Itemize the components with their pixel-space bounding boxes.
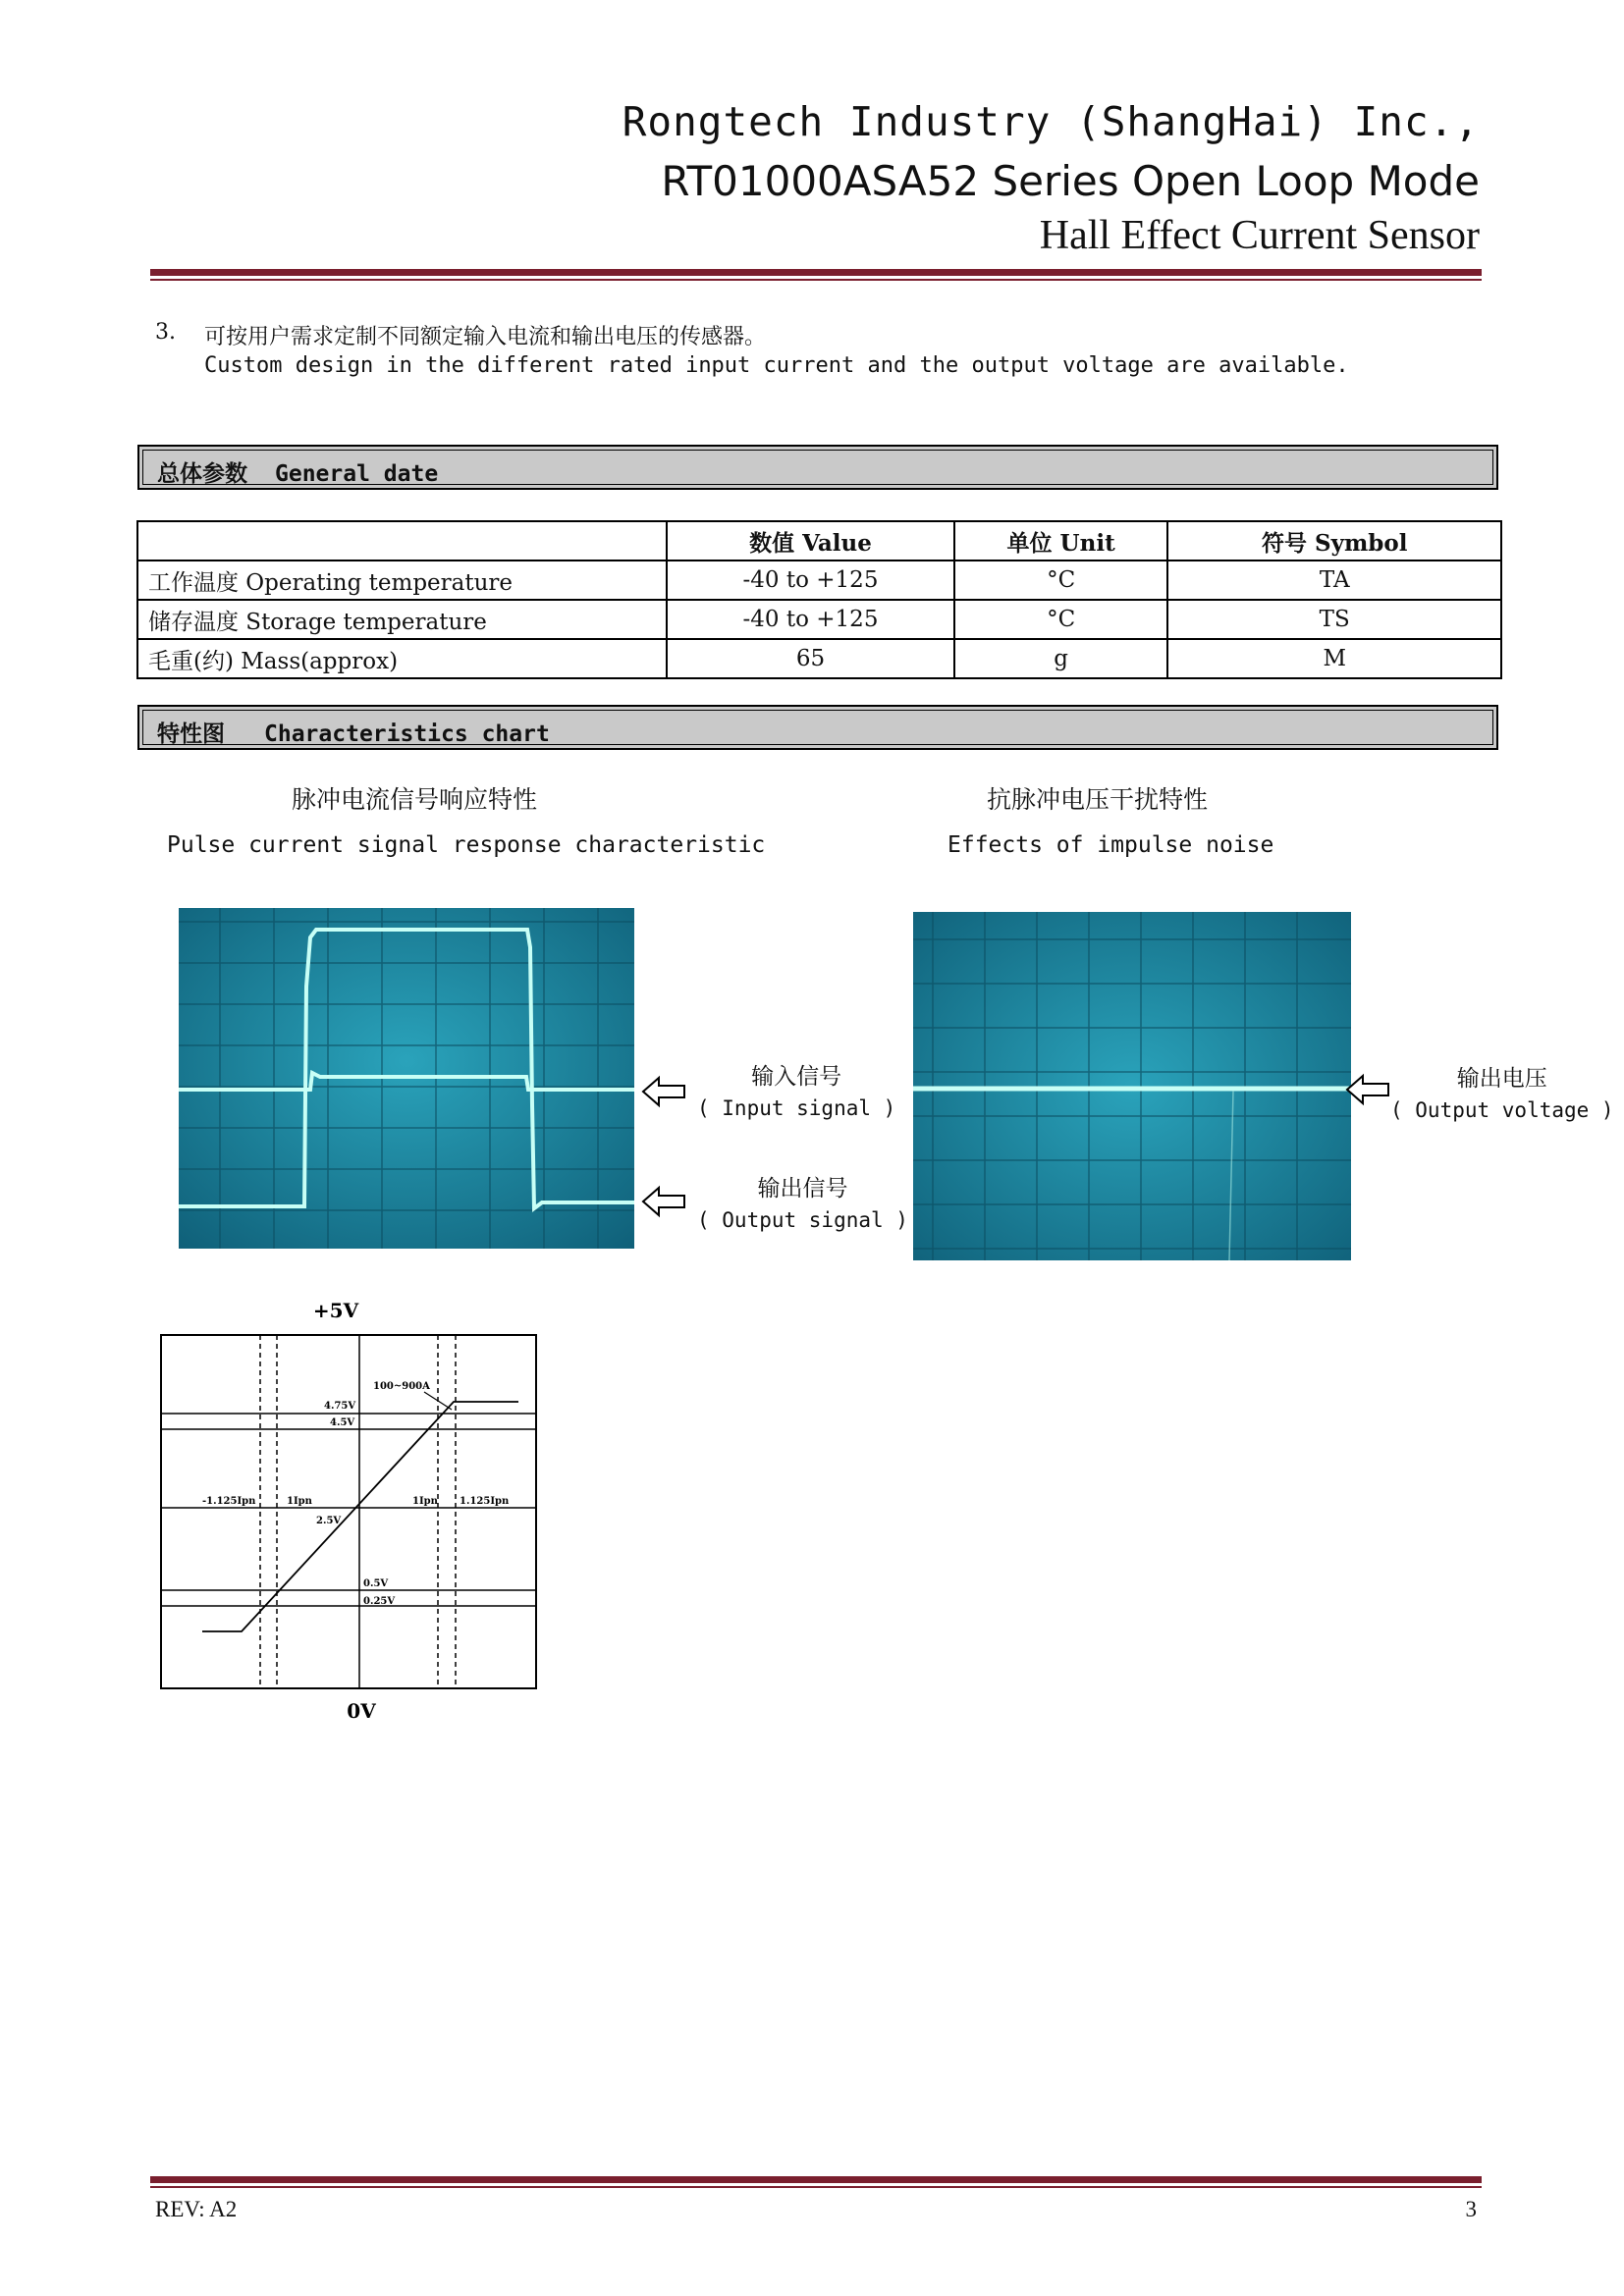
params-header-name <box>137 521 667 561</box>
label-2-5v: 2.5V <box>316 1516 342 1526</box>
param-unit: °C <box>954 600 1168 639</box>
footer-rule-thin <box>150 2186 1482 2188</box>
label-0v: 0V <box>347 1699 376 1723</box>
label-0-25v: 0.25V <box>363 1596 396 1607</box>
footer-rule-thick <box>150 2176 1482 2183</box>
right-figure-title-en: Effects of impulse noise <box>947 832 1274 858</box>
params-header-symbol: 符号 Symbol <box>1167 521 1501 561</box>
label-pos-1-125ipn: 1.125Ipn <box>460 1496 510 1507</box>
general-title-en: General date <box>275 461 439 487</box>
general-section-bar <box>137 445 1498 490</box>
output-signal-zh: 输出信号 <box>757 1176 848 1201</box>
table-row <box>137 639 1501 678</box>
param-symbol: TA <box>1167 561 1501 600</box>
param-value: 65 <box>667 639 954 678</box>
param-symbol: TS <box>1167 600 1501 639</box>
params-header-value: 数值 Value <box>667 521 954 561</box>
diagram-grid <box>161 1335 536 1688</box>
pulse-response-trace <box>179 908 634 1249</box>
label-pos-1ipn: 1Ipn <box>412 1496 438 1507</box>
left-figure-title-en: Pulse current signal response characteristic <box>167 832 766 858</box>
output-signal-label <box>697 1170 908 1232</box>
right-figure-title-zh: 抗脉冲电压干扰特性 <box>987 785 1209 814</box>
chart-section-title <box>157 716 550 748</box>
header-series: RT01000ASA52 Series Open Loop Mode <box>661 157 1480 205</box>
input-signal-zh: 输入信号 <box>751 1064 842 1090</box>
param-name: 储存温度 Storage temperature <box>137 600 667 639</box>
transfer-curve <box>202 1402 518 1631</box>
footer-revision: REV: A2 <box>155 2197 238 2221</box>
chart-title-zh: 特性图 <box>157 721 225 747</box>
label-4-5v: 4.5V <box>330 1417 355 1428</box>
output-voltage-zh: 输出电压 <box>1456 1066 1547 1092</box>
output-signal-arrow-icon <box>641 1185 686 1218</box>
header-rule-thin <box>150 279 1482 281</box>
output-voltage-label <box>1390 1060 1614 1122</box>
params-header-unit: 单位 Unit <box>954 521 1168 561</box>
param-value: -40 to +125 <box>667 600 954 639</box>
param-name: 毛重(约) Mass(approx) <box>137 639 667 678</box>
table-row <box>137 600 1501 639</box>
note-en: Custom design in the different rated input current and the output voltage are available. <box>204 353 1349 378</box>
params-header-row <box>137 521 1501 561</box>
general-title-zh: 总体参数 <box>157 460 247 487</box>
pulse-response-scope-image <box>179 908 634 1249</box>
transfer-characteristic-diagram <box>147 1296 560 1728</box>
footer-page-number: 3 <box>1465 2197 1477 2221</box>
impulse-noise-trace <box>913 912 1351 1260</box>
param-name: 工作温度 Operating temperature <box>137 561 667 600</box>
input-signal-arrow-icon <box>641 1075 686 1108</box>
params-table <box>136 520 1502 679</box>
input-signal-label <box>697 1058 895 1120</box>
header-company: Rongtech Industry (ShangHai) Inc., <box>622 98 1480 145</box>
output-voltage-en: ( Output voltage ) <box>1390 1098 1614 1122</box>
chart-section-bar <box>137 705 1498 750</box>
input-signal-en: ( Input signal ) <box>697 1096 896 1120</box>
diagram-frame <box>161 1335 536 1688</box>
param-symbol: M <box>1167 639 1501 678</box>
table-row <box>137 561 1501 600</box>
label-range: 100~900A <box>373 1381 430 1392</box>
param-unit: g <box>954 639 1168 678</box>
left-figure-title-zh: 脉冲电流信号响应特性 <box>292 785 538 814</box>
note-number: 3. <box>155 320 176 345</box>
note-zh: 可按用户需求定制不同额定输入电流和输出电压的传感器。 <box>204 325 767 349</box>
chart-title-en: Characteristics chart <box>264 721 550 747</box>
param-unit: °C <box>954 561 1168 600</box>
param-value: -40 to +125 <box>667 561 954 600</box>
label-0-5v: 0.5V <box>363 1578 389 1589</box>
label-plus-5v: +5V <box>312 1299 359 1322</box>
output-voltage-arrow-icon <box>1345 1073 1390 1106</box>
header-rule-thick <box>150 269 1482 276</box>
label-neg-1ipn: 1Ipn <box>287 1496 312 1507</box>
label-neg-1-125ipn: -1.125Ipn <box>202 1496 256 1507</box>
impulse-noise-scope-image <box>913 912 1351 1260</box>
header-product: Hall Effect Current Sensor <box>1039 213 1480 258</box>
output-signal-en: ( Output signal ) <box>697 1208 908 1232</box>
label-4-75v: 4.75V <box>324 1401 356 1412</box>
general-section-title <box>157 455 438 488</box>
